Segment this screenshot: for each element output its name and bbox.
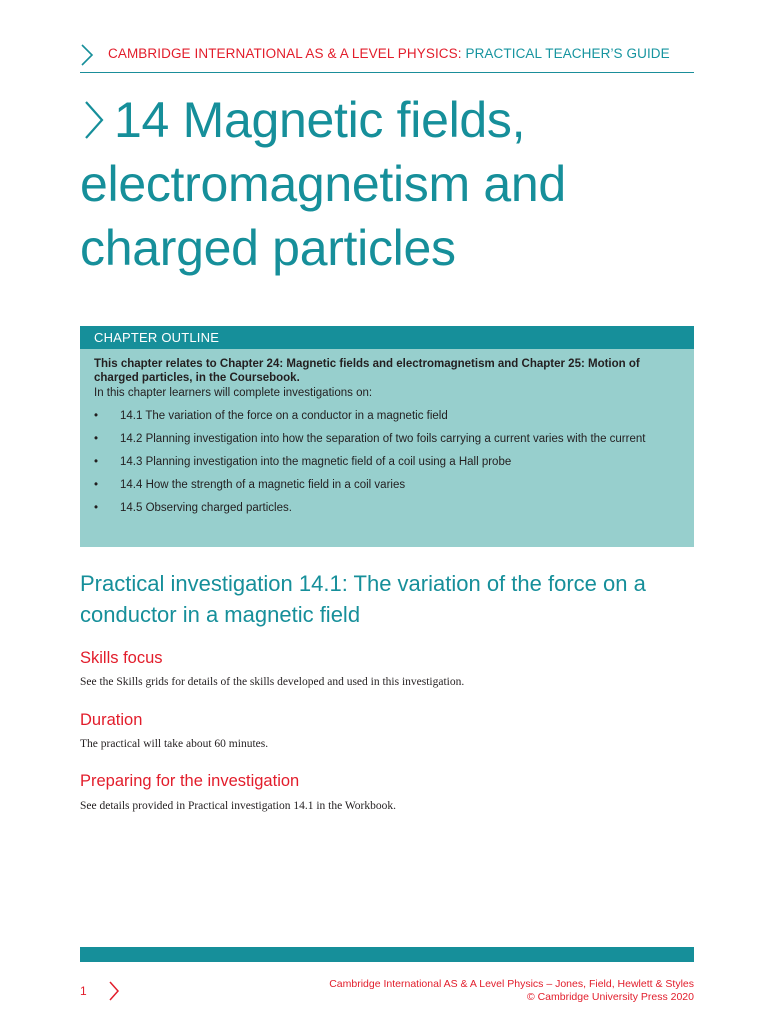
list-item (94, 478, 672, 492)
bullet-icon: • (94, 410, 99, 422)
header-text (108, 46, 670, 61)
investigation-title: Practical investigation 14.1: The variation of the force on a conductor in a magnetic field (80, 571, 646, 627)
list-item (94, 432, 672, 446)
list-item-text: 14.5 Observing charged particles. (120, 502, 292, 514)
footer-bar (80, 947, 694, 962)
bullet-icon: • (94, 479, 99, 491)
skills-focus-heading: Skills focus (80, 649, 163, 667)
list-item (94, 409, 672, 423)
list-item-text: 14.3 Planning investigation into the magnetic field of a coil using a Hall probe (120, 456, 512, 468)
page-number: 1 (80, 984, 87, 998)
list-item-text: 14.2 Planning investigation into how the separation of two foils carrying a current varies with the current (120, 433, 646, 445)
chapter-title-line: 14 Magnetic fields, (114, 92, 526, 148)
list-item (94, 455, 672, 469)
title-chevron-icon (82, 100, 106, 140)
preparing-text: See details provided in Practical investigation 14.1 in the Workbook. (80, 800, 397, 812)
outline-intro-bold: This chapter relates to Chapter 24: Magnetic fields and electromagnetism and Chapter 25: Motion of charged particles, in the Coursebook. (94, 358, 640, 384)
duration-heading: Duration (80, 711, 143, 729)
list-item (94, 501, 672, 515)
outline-intro: In this chapter learners will complete investigations on: (94, 387, 373, 399)
footer-copyright: © Cambridge University Press 2020 (526, 990, 694, 1003)
list-item-text: 14.1 The variation of the force on a conductor in a magnetic field (120, 410, 448, 422)
chapter-title-line: electromagnetism and (80, 156, 566, 212)
running-header (80, 40, 694, 73)
outline-list (94, 409, 680, 515)
list-item-text: 14.4 How the strength of a magnetic field in a coil varies (120, 479, 406, 491)
footer-credits (329, 978, 694, 1003)
chapter-outline-body (80, 349, 694, 515)
skills-focus-text: See the Skills grids for details of the skills developed and used in this investigation. (80, 676, 465, 688)
duration-text: The practical will take about 60 minutes. (80, 738, 269, 750)
chapter-outline-box (80, 326, 694, 547)
preparing-heading: Preparing for the investigation (80, 772, 300, 790)
chevron-right-icon (80, 44, 94, 66)
bullet-icon: • (94, 456, 99, 468)
bullet-icon: • (94, 502, 99, 514)
chapter-outline-heading: CHAPTER OUTLINE (80, 326, 694, 349)
header-series: CAMBRIDGE INTERNATIONAL AS & A LEVEL PHYSICS: (108, 46, 462, 61)
bullet-icon: • (94, 433, 99, 445)
chevron-right-icon[interactable] (108, 981, 120, 1001)
chapter-title-line: charged particles (80, 220, 456, 276)
header-guide: PRACTICAL TEACHER’S GUIDE (465, 46, 670, 61)
footer-credit-line: Cambridge International AS & A Level Physics – Jones, Field, Hewlett & Styles (329, 978, 694, 990)
